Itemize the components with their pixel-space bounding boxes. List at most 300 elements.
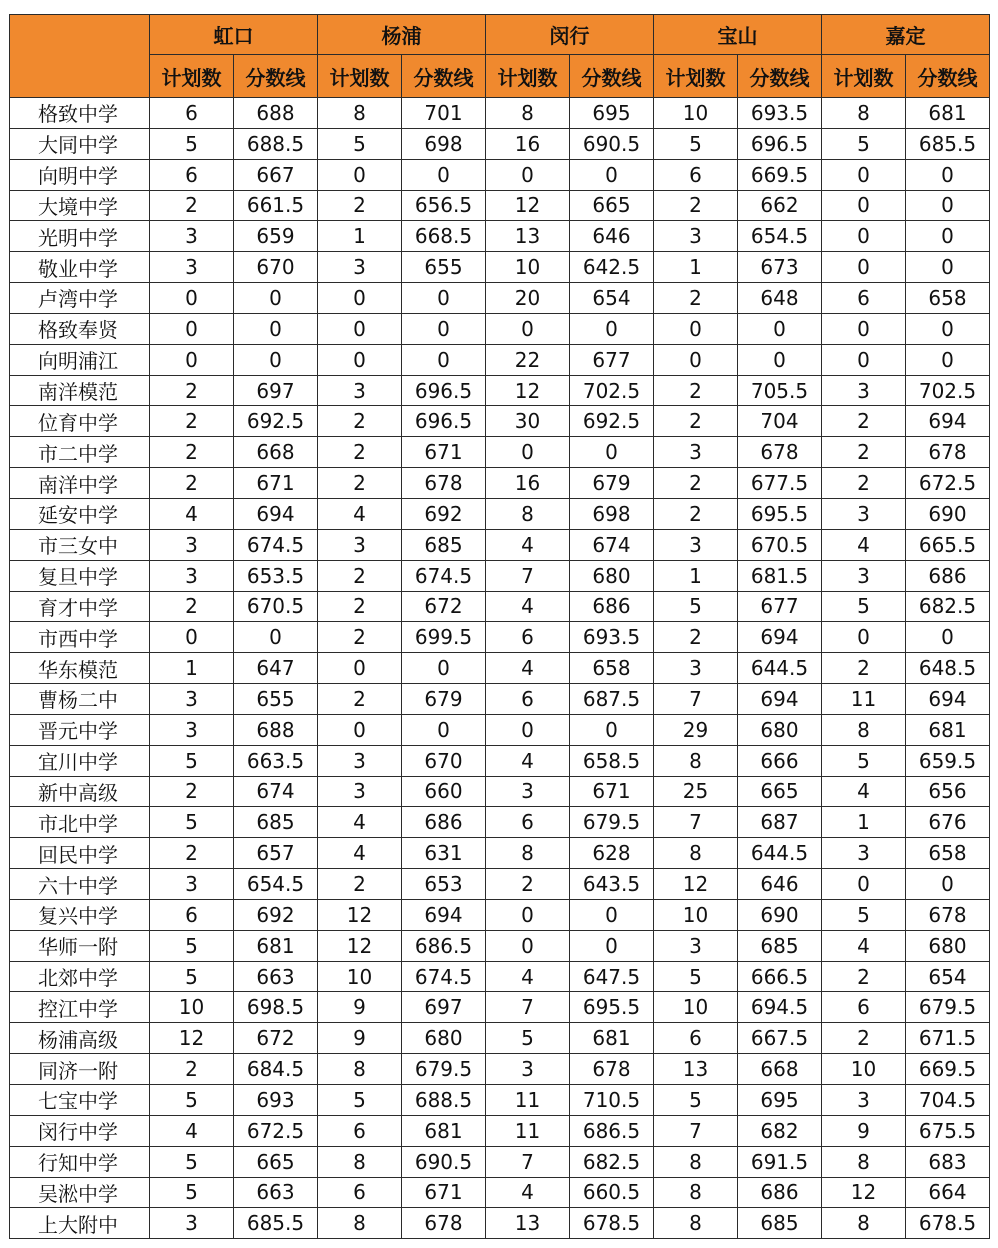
plan-count-cell: 3 <box>318 745 402 776</box>
school-name-cell: 市西中学 <box>10 622 150 653</box>
school-name-cell: 位育中学 <box>10 406 150 437</box>
plan-count-cell: 10 <box>822 1054 906 1085</box>
score-line-cell: 0 <box>402 344 486 375</box>
plan-count-cell: 8 <box>486 98 570 129</box>
score-line-cell: 0 <box>402 313 486 344</box>
plan-count-cell: 5 <box>654 591 738 622</box>
plan-count-cell: 2 <box>150 190 234 221</box>
score-line-cell: 674.5 <box>402 560 486 591</box>
school-name-cell: 六十中学 <box>10 869 150 900</box>
score-line-cell: 698 <box>570 498 654 529</box>
score-line-cell: 679 <box>402 684 486 715</box>
plan-count-cell: 3 <box>318 252 402 283</box>
score-line-cell: 658 <box>906 838 990 869</box>
score-line-cell: 0 <box>570 714 654 745</box>
table-row <box>10 283 990 314</box>
score-line-cell: 646 <box>738 869 822 900</box>
plan-count-cell: 4 <box>486 529 570 560</box>
plan-count-cell: 5 <box>150 930 234 961</box>
score-line-cell: 688.5 <box>402 1085 486 1116</box>
plan-count-cell: 0 <box>822 869 906 900</box>
score-line-cell: 686 <box>906 560 990 591</box>
school-name-cell: 延安中学 <box>10 498 150 529</box>
score-line-cell: 0 <box>402 653 486 684</box>
plan-count-cell: 2 <box>822 468 906 499</box>
plan-count-cell: 3 <box>654 221 738 252</box>
school-name-cell: 复旦中学 <box>10 560 150 591</box>
plan-count-cell: 5 <box>318 1085 402 1116</box>
school-name-cell: 宜川中学 <box>10 745 150 776</box>
score-line-cell: 694.5 <box>738 992 822 1023</box>
plan-count-cell: 4 <box>822 529 906 560</box>
score-line-cell: 674.5 <box>402 961 486 992</box>
plan-count-cell: 3 <box>654 930 738 961</box>
score-line-cell: 685 <box>402 529 486 560</box>
plan-count-cell: 2 <box>318 560 402 591</box>
plan-count-cell: 2 <box>318 869 402 900</box>
school-name-cell: 南洋中学 <box>10 468 150 499</box>
score-line-cell: 697 <box>402 992 486 1023</box>
plan-count-cell: 13 <box>486 221 570 252</box>
plan-count-cell: 0 <box>486 313 570 344</box>
table-row <box>10 591 990 622</box>
score-line-cell: 692 <box>234 899 318 930</box>
plan-count-cell: 2 <box>318 190 402 221</box>
score-line-cell: 684.5 <box>234 1054 318 1085</box>
score-line-cell: 696.5 <box>402 375 486 406</box>
corner-cell <box>10 15 150 98</box>
score-line-cell: 693.5 <box>570 622 654 653</box>
plan-count-cell: 6 <box>654 1023 738 1054</box>
plan-count-cell: 6 <box>486 622 570 653</box>
plan-count-cell: 0 <box>654 313 738 344</box>
plan-count-cell: 6 <box>150 159 234 190</box>
score-line-cell: 677 <box>570 344 654 375</box>
score-line-cell: 0 <box>906 252 990 283</box>
score-line-cell: 702.5 <box>570 375 654 406</box>
score-line-cell: 674 <box>234 776 318 807</box>
score-line-cell: 688 <box>234 98 318 129</box>
plan-count-cell: 3 <box>318 529 402 560</box>
score-line-cell: 699.5 <box>402 622 486 653</box>
plan-count-cell: 4 <box>318 498 402 529</box>
plan-count-cell: 2 <box>150 838 234 869</box>
plan-count-cell: 6 <box>654 159 738 190</box>
plan-count-cell: 2 <box>654 375 738 406</box>
score-line-cell: 0 <box>570 899 654 930</box>
plan-count-cell: 2 <box>654 468 738 499</box>
score-line-cell: 648 <box>738 283 822 314</box>
plan-count-cell: 4 <box>486 745 570 776</box>
score-line-cell: 0 <box>234 622 318 653</box>
score-line-cell: 680 <box>906 930 990 961</box>
score-line-cell: 678 <box>402 1208 486 1239</box>
table-row <box>10 406 990 437</box>
plan-count-cell: 10 <box>486 252 570 283</box>
plan-count-cell: 8 <box>822 98 906 129</box>
plan-count-cell: 2 <box>318 622 402 653</box>
table-row <box>10 869 990 900</box>
plan-count-cell: 9 <box>318 1023 402 1054</box>
table-row <box>10 529 990 560</box>
plan-count-cell: 2 <box>150 776 234 807</box>
table-row <box>10 190 990 221</box>
plan-count-cell: 2 <box>654 190 738 221</box>
school-name-cell: 行知中学 <box>10 1146 150 1177</box>
score-line-cell: 701 <box>402 98 486 129</box>
score-line-cell: 681 <box>234 930 318 961</box>
plan-count-cell: 2 <box>486 869 570 900</box>
table-row <box>10 961 990 992</box>
plan-count-cell: 6 <box>486 807 570 838</box>
score-line-cell: 685.5 <box>906 128 990 159</box>
score-line-cell: 647 <box>234 653 318 684</box>
plan-count-cell: 2 <box>150 406 234 437</box>
plan-count-cell: 5 <box>654 1085 738 1116</box>
score-line-cell: 653 <box>402 869 486 900</box>
plan-count-cell: 0 <box>318 313 402 344</box>
plan-count-cell: 0 <box>318 653 402 684</box>
plan-count-cell: 12 <box>318 899 402 930</box>
score-line-cell: 677.5 <box>738 468 822 499</box>
plan-count-cell: 3 <box>150 252 234 283</box>
table-row <box>10 776 990 807</box>
plan-count-cell: 8 <box>822 1146 906 1177</box>
score-line-cell: 672 <box>402 591 486 622</box>
plan-count-cell: 3 <box>150 684 234 715</box>
score-line-cell: 681 <box>906 98 990 129</box>
score-line-cell: 667 <box>234 159 318 190</box>
score-line-cell: 682 <box>738 1115 822 1146</box>
plan-count-cell: 2 <box>654 406 738 437</box>
plan-count-cell: 16 <box>486 128 570 159</box>
score-line-cell: 702.5 <box>906 375 990 406</box>
school-name-cell: 吴淞中学 <box>10 1177 150 1208</box>
score-line-cell: 692.5 <box>570 406 654 437</box>
score-line-cell: 655 <box>234 684 318 715</box>
plan-count-cell: 0 <box>150 344 234 375</box>
score-line-cell: 662 <box>738 190 822 221</box>
score-line-cell: 675.5 <box>906 1115 990 1146</box>
plan-count-cell: 3 <box>150 529 234 560</box>
table-row <box>10 838 990 869</box>
score-line-cell: 0 <box>570 437 654 468</box>
table-row <box>10 498 990 529</box>
score-line-cell: 696.5 <box>402 406 486 437</box>
plan-count-cell: 3 <box>150 560 234 591</box>
plan-count-cell: 7 <box>486 992 570 1023</box>
school-name-cell: 格致中学 <box>10 98 150 129</box>
score-line-cell: 657 <box>234 838 318 869</box>
score-line-cell: 686 <box>402 807 486 838</box>
score-line-cell: 656 <box>906 776 990 807</box>
score-line-cell: 686.5 <box>402 930 486 961</box>
score-line-cell: 0 <box>402 159 486 190</box>
table-row <box>10 159 990 190</box>
score-line-cell: 668 <box>234 437 318 468</box>
score-line-cell: 666.5 <box>738 961 822 992</box>
plan-count-cell: 0 <box>318 714 402 745</box>
score-line-cell: 680 <box>570 560 654 591</box>
plan-count-header: 计划数 <box>822 55 906 98</box>
plan-count-cell: 5 <box>822 591 906 622</box>
score-line-cell: 685 <box>234 807 318 838</box>
table-row <box>10 1146 990 1177</box>
plan-count-cell: 8 <box>822 1208 906 1239</box>
score-line-cell: 0 <box>906 221 990 252</box>
table-row <box>10 468 990 499</box>
score-line-cell: 655 <box>402 252 486 283</box>
score-line-cell: 704 <box>738 406 822 437</box>
score-line-cell: 694 <box>738 684 822 715</box>
table-row <box>10 1115 990 1146</box>
score-line-cell: 0 <box>234 344 318 375</box>
plan-count-cell: 4 <box>150 498 234 529</box>
score-line-cell: 663.5 <box>234 745 318 776</box>
plan-count-cell: 0 <box>654 344 738 375</box>
plan-count-cell: 8 <box>318 98 402 129</box>
score-line-cell: 682.5 <box>570 1146 654 1177</box>
score-line-cell: 679.5 <box>906 992 990 1023</box>
score-line-cell: 694 <box>234 498 318 529</box>
district-header-hongkou: 虹口 <box>150 15 318 55</box>
score-line-cell: 680 <box>738 714 822 745</box>
school-name-cell: 复兴中学 <box>10 899 150 930</box>
score-line-cell: 0 <box>906 622 990 653</box>
school-name-cell: 卢湾中学 <box>10 283 150 314</box>
plan-count-cell: 9 <box>822 1115 906 1146</box>
score-line-cell: 654 <box>570 283 654 314</box>
plan-count-cell: 16 <box>486 468 570 499</box>
score-line-cell: 697 <box>234 375 318 406</box>
score-line-cell: 0 <box>402 714 486 745</box>
score-line-cell: 669.5 <box>906 1054 990 1085</box>
score-line-cell: 663 <box>234 1177 318 1208</box>
plan-count-cell: 3 <box>318 375 402 406</box>
plan-count-cell: 11 <box>486 1115 570 1146</box>
score-line-cell: 654 <box>906 961 990 992</box>
score-line-cell: 671 <box>402 437 486 468</box>
plan-count-cell: 0 <box>822 344 906 375</box>
score-line-cell: 686 <box>738 1177 822 1208</box>
score-line-cell: 644.5 <box>738 653 822 684</box>
score-line-cell: 682.5 <box>906 591 990 622</box>
school-name-cell: 晋元中学 <box>10 714 150 745</box>
plan-count-cell: 5 <box>150 1146 234 1177</box>
score-line-cell: 686.5 <box>570 1115 654 1146</box>
score-line-cell: 687 <box>738 807 822 838</box>
score-line-cell: 695 <box>570 98 654 129</box>
school-name-cell: 华师一附 <box>10 930 150 961</box>
plan-count-cell: 3 <box>150 714 234 745</box>
score-line-cell: 654.5 <box>738 221 822 252</box>
score-line-cell: 671 <box>570 776 654 807</box>
score-line-cell: 690.5 <box>402 1146 486 1177</box>
plan-count-cell: 5 <box>822 745 906 776</box>
plan-count-cell: 3 <box>486 776 570 807</box>
plan-count-cell: 5 <box>150 1085 234 1116</box>
plan-count-cell: 4 <box>318 838 402 869</box>
plan-count-cell: 3 <box>822 838 906 869</box>
table-row <box>10 745 990 776</box>
score-line-cell: 694 <box>402 899 486 930</box>
score-line-cell: 692 <box>402 498 486 529</box>
plan-count-cell: 12 <box>822 1177 906 1208</box>
score-line-cell: 668 <box>738 1054 822 1085</box>
score-line-cell: 694 <box>906 406 990 437</box>
plan-count-cell: 9 <box>318 992 402 1023</box>
school-name-cell: 上大附中 <box>10 1208 150 1239</box>
plan-count-cell: 2 <box>150 437 234 468</box>
score-line-header: 分数线 <box>906 55 990 98</box>
plan-count-cell: 13 <box>654 1054 738 1085</box>
school-name-cell: 向明中学 <box>10 159 150 190</box>
score-line-cell: 0 <box>906 159 990 190</box>
score-line-cell: 676 <box>906 807 990 838</box>
score-line-cell: 0 <box>570 313 654 344</box>
score-line-cell: 698.5 <box>234 992 318 1023</box>
plan-count-cell: 2 <box>822 653 906 684</box>
plan-count-cell: 3 <box>150 869 234 900</box>
score-line-cell: 681.5 <box>738 560 822 591</box>
score-line-cell: 683 <box>906 1146 990 1177</box>
score-line-cell: 0 <box>738 344 822 375</box>
plan-count-cell: 2 <box>318 437 402 468</box>
score-line-cell: 678.5 <box>906 1208 990 1239</box>
plan-count-cell: 22 <box>486 344 570 375</box>
school-name-cell: 市三女中 <box>10 529 150 560</box>
score-line-cell: 660 <box>402 776 486 807</box>
score-line-cell: 710.5 <box>570 1085 654 1116</box>
plan-count-cell: 4 <box>486 961 570 992</box>
score-line-cell: 643.5 <box>570 869 654 900</box>
score-line-cell: 691.5 <box>738 1146 822 1177</box>
table-row <box>10 1085 990 1116</box>
plan-count-cell: 3 <box>822 375 906 406</box>
plan-count-cell: 3 <box>654 529 738 560</box>
plan-count-cell: 2 <box>654 498 738 529</box>
score-line-header: 分数线 <box>738 55 822 98</box>
plan-count-cell: 0 <box>822 252 906 283</box>
plan-count-cell: 12 <box>318 930 402 961</box>
score-line-cell: 0 <box>570 930 654 961</box>
plan-count-cell: 25 <box>654 776 738 807</box>
plan-count-cell: 6 <box>150 899 234 930</box>
score-line-cell: 678 <box>402 468 486 499</box>
plan-count-cell: 2 <box>150 375 234 406</box>
score-line-cell: 660.5 <box>570 1177 654 1208</box>
table-row <box>10 1023 990 1054</box>
plan-count-cell: 0 <box>150 313 234 344</box>
plan-count-cell: 0 <box>486 437 570 468</box>
score-line-cell: 659.5 <box>906 745 990 776</box>
plan-count-cell: 5 <box>822 899 906 930</box>
plan-count-cell: 20 <box>486 283 570 314</box>
score-line-cell: 678 <box>738 437 822 468</box>
admission-table <box>9 14 990 1239</box>
plan-count-cell: 2 <box>318 468 402 499</box>
plan-count-cell: 6 <box>318 1115 402 1146</box>
plan-count-cell: 8 <box>318 1208 402 1239</box>
score-line-cell: 0 <box>906 313 990 344</box>
plan-count-cell: 2 <box>318 406 402 437</box>
plan-count-cell: 6 <box>150 98 234 129</box>
plan-count-cell: 6 <box>486 684 570 715</box>
plan-count-cell: 8 <box>654 1208 738 1239</box>
plan-count-cell: 0 <box>486 714 570 745</box>
score-line-cell: 647.5 <box>570 961 654 992</box>
plan-count-cell: 12 <box>654 869 738 900</box>
plan-count-cell: 8 <box>654 1146 738 1177</box>
score-line-cell: 671 <box>234 468 318 499</box>
plan-count-cell: 2 <box>150 591 234 622</box>
table-row <box>10 1177 990 1208</box>
score-line-cell: 695 <box>738 1085 822 1116</box>
school-name-cell: 大境中学 <box>10 190 150 221</box>
score-line-cell: 671 <box>402 1177 486 1208</box>
plan-count-cell: 12 <box>486 190 570 221</box>
school-name-cell: 南洋模范 <box>10 375 150 406</box>
plan-count-cell: 3 <box>654 653 738 684</box>
score-line-cell: 678 <box>906 437 990 468</box>
plan-count-cell: 6 <box>822 283 906 314</box>
score-line-cell: 665.5 <box>906 529 990 560</box>
table-row <box>10 930 990 961</box>
score-line-cell: 698 <box>402 128 486 159</box>
plan-count-cell: 3 <box>654 437 738 468</box>
score-line-cell: 686 <box>570 591 654 622</box>
plan-count-cell: 2 <box>822 1023 906 1054</box>
plan-count-cell: 0 <box>822 622 906 653</box>
plan-count-cell: 5 <box>150 745 234 776</box>
plan-count-cell: 0 <box>150 622 234 653</box>
plan-count-cell: 0 <box>822 190 906 221</box>
table-body <box>10 98 990 1239</box>
score-line-cell: 693 <box>234 1085 318 1116</box>
table-row <box>10 128 990 159</box>
plan-count-cell: 10 <box>150 992 234 1023</box>
school-name-cell: 回民中学 <box>10 838 150 869</box>
plan-count-cell: 3 <box>150 221 234 252</box>
school-name-cell: 杨浦高级 <box>10 1023 150 1054</box>
score-line-cell: 658 <box>906 283 990 314</box>
table-row <box>10 560 990 591</box>
school-name-cell: 控江中学 <box>10 992 150 1023</box>
table-row <box>10 375 990 406</box>
plan-count-cell: 3 <box>150 1208 234 1239</box>
school-name-cell: 育才中学 <box>10 591 150 622</box>
plan-count-cell: 7 <box>654 807 738 838</box>
plan-count-cell: 30 <box>486 406 570 437</box>
score-line-cell: 648.5 <box>906 653 990 684</box>
plan-count-header: 计划数 <box>150 55 234 98</box>
score-line-cell: 0 <box>906 869 990 900</box>
plan-count-cell: 3 <box>486 1054 570 1085</box>
plan-count-cell: 10 <box>654 992 738 1023</box>
score-line-cell: 0 <box>738 313 822 344</box>
plan-count-cell: 5 <box>150 807 234 838</box>
table-row <box>10 653 990 684</box>
score-line-cell: 678 <box>906 899 990 930</box>
score-line-cell: 688.5 <box>234 128 318 159</box>
plan-count-cell: 4 <box>486 591 570 622</box>
score-line-cell: 674 <box>570 529 654 560</box>
school-name-cell: 七宝中学 <box>10 1085 150 1116</box>
plan-count-cell: 2 <box>318 684 402 715</box>
score-line-cell: 705.5 <box>738 375 822 406</box>
score-line-cell: 687.5 <box>570 684 654 715</box>
score-line-cell: 696.5 <box>738 128 822 159</box>
